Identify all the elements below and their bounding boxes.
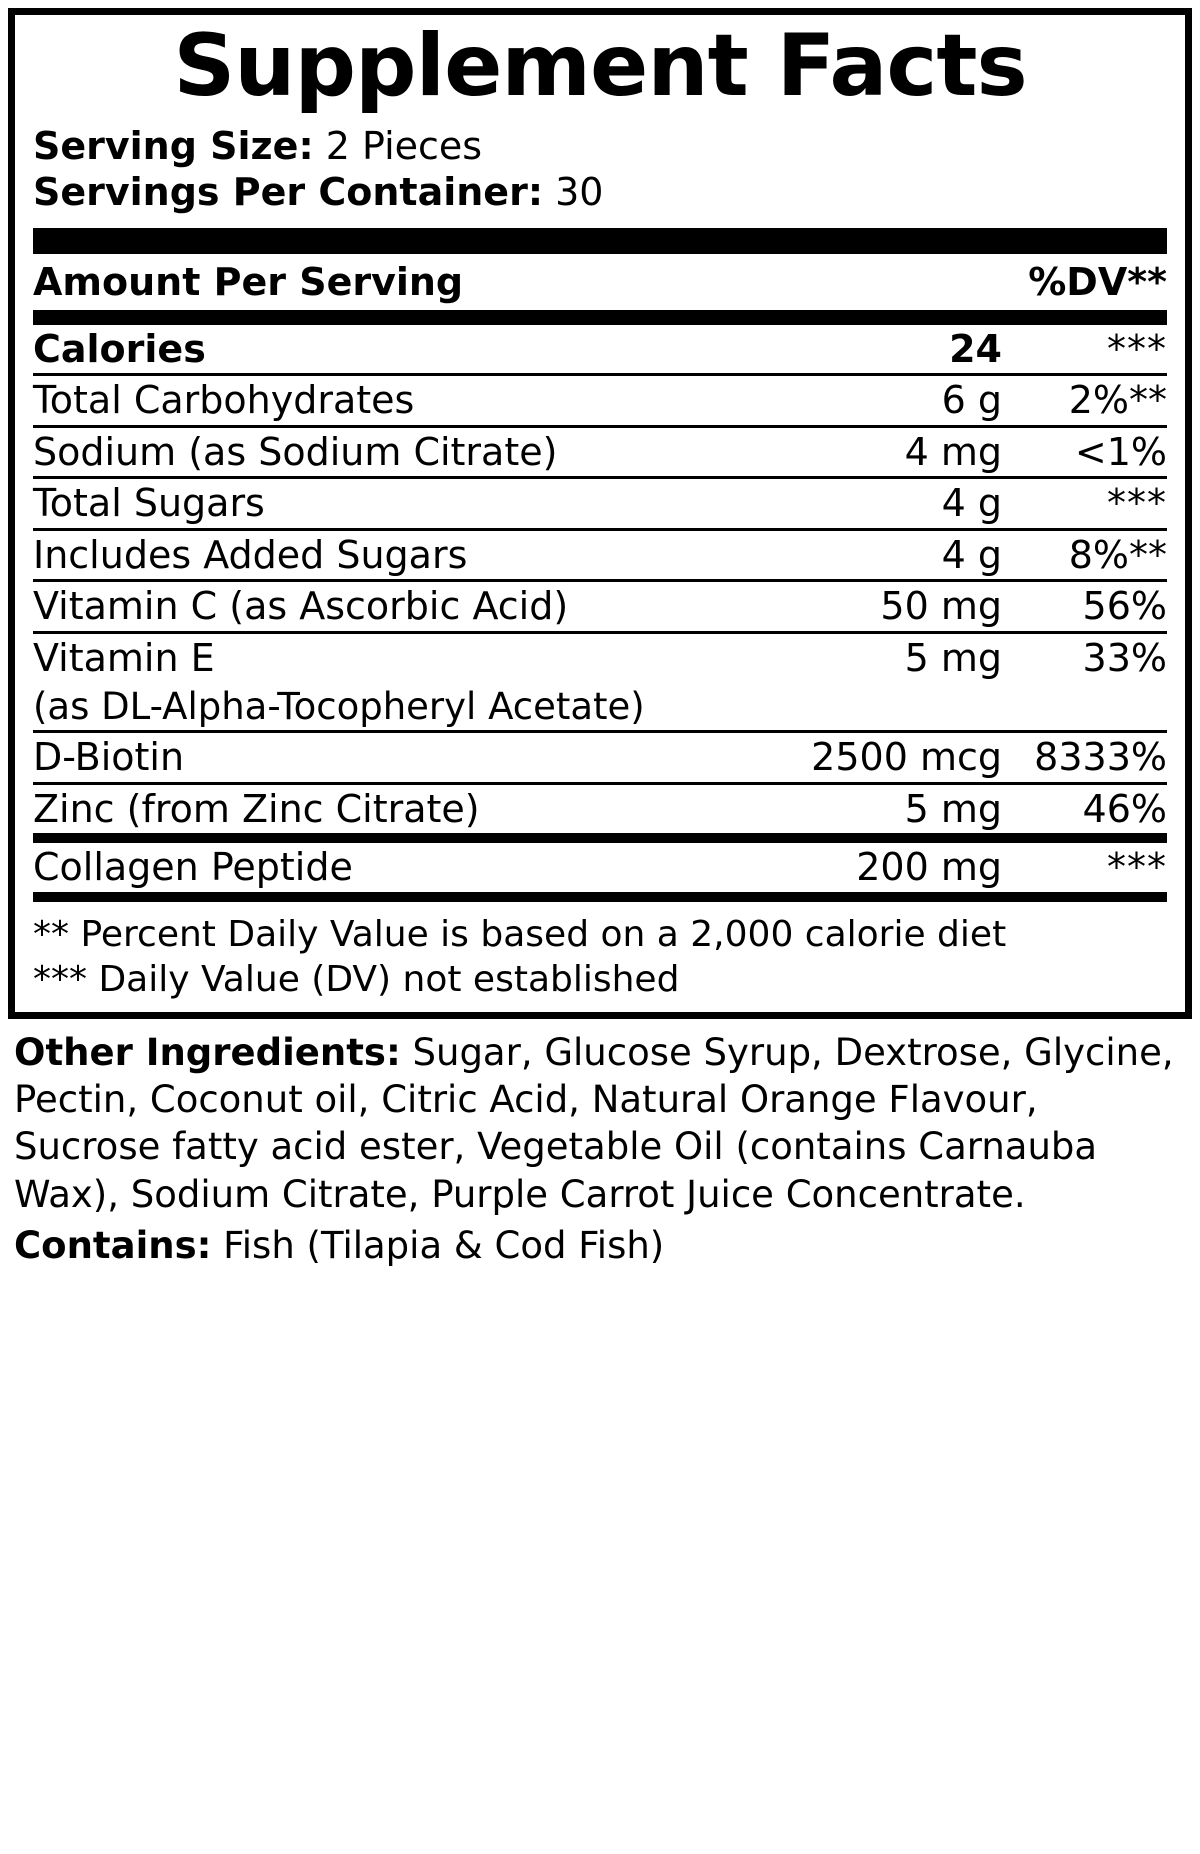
nutrient-amount: 2500 mcg	[747, 731, 1002, 783]
table-row	[33, 683, 1167, 732]
table-row	[33, 375, 1167, 427]
servings-per-container-value: 30	[555, 170, 604, 215]
footnote-daily-value: ** Percent Daily Value is based on a 2,000 calorie diet	[33, 913, 1007, 955]
nutrient-dv: <1%	[1002, 426, 1167, 478]
nutrient-dv: 2%**	[1002, 375, 1167, 427]
serving-size-label: Serving Size:	[33, 124, 314, 168]
nutrient-amount: 200 mg	[747, 838, 1002, 897]
nutrient-amount: 4 g	[747, 478, 1002, 530]
other-ingredients-label: Other Ingredients:	[14, 1030, 401, 1074]
servings-per-container-line	[33, 169, 1167, 215]
nutrient-name: Total Sugars	[33, 478, 747, 530]
nutrient-amount: 50 mg	[747, 581, 1002, 633]
contains-text: Fish (Tilapia & Cod Fish)	[211, 1224, 665, 1268]
table-row	[33, 325, 1167, 375]
nutrient-name: Vitamin C (as Ascorbic Acid)	[33, 581, 747, 633]
servings-per-container-label: Servings Per Container:	[33, 170, 544, 215]
nutrient-dv: ***	[1002, 838, 1167, 897]
table-row	[33, 633, 1167, 683]
contains-statement	[0, 1218, 1200, 1269]
nutrient-name: Zinc (from Zinc Citrate)	[33, 783, 747, 838]
footnotes	[33, 912, 1167, 1002]
amount-per-serving-header	[33, 254, 1167, 310]
nutrient-name: Total Carbohydrates	[33, 375, 747, 427]
divider-thick-top	[33, 228, 1167, 254]
nutrient-amount: 5 mg	[904, 636, 1002, 680]
other-ingredients-text: Sugar, Glucose Syrup, Dextrose, Glycine, Pectin, Coconut oil, Citric Acid, Natural Orange Flavour, Sucrose fatty acid ester, Vegetable Oil (contains Carnauba Wax), Sodium Citrate, Purple Carrot Juice Concentrate.	[14, 1030, 1174, 1216]
nutrient-subname: (as DL-Alpha-Tocopheryl Acetate)	[33, 683, 1167, 732]
nutrient-name: Sodium (as Sodium Citrate)	[33, 426, 747, 478]
nutrient-amount: 5 mg	[747, 783, 1002, 838]
contains-label: Contains:	[14, 1224, 212, 1268]
table-row	[33, 478, 1167, 530]
nutrient-table	[33, 325, 1167, 902]
table-row	[33, 783, 1167, 838]
table-row	[33, 838, 1167, 897]
table-row	[33, 529, 1167, 581]
daily-value-header: %DV**	[1028, 259, 1167, 304]
nutrient-dv: ***	[1002, 325, 1167, 375]
table-row	[33, 731, 1167, 783]
serving-size-value: 2 Pieces	[325, 124, 483, 168]
nutrient-name: Calories	[33, 325, 747, 375]
nutrient-dv: 33%	[1082, 636, 1167, 680]
supplement-facts-label	[0, 8, 1200, 1269]
amount-per-serving-label: Amount Per Serving	[33, 259, 464, 304]
table-row	[33, 426, 1167, 478]
nutrient-name: Collagen Peptide	[33, 838, 747, 897]
nutrient-amount: 4 mg	[747, 426, 1002, 478]
nutrient-dv: 56%	[1002, 581, 1167, 633]
nutrient-amount: 4 g	[747, 529, 1002, 581]
serving-size-line	[33, 123, 1167, 169]
facts-panel	[8, 8, 1192, 1019]
nutrient-amount: 24	[747, 325, 1002, 375]
divider-thick-header	[33, 310, 1167, 325]
nutrient-dv: 8%**	[1002, 529, 1167, 581]
nutrient-amount: 6 g	[747, 375, 1002, 427]
other-ingredients	[0, 1019, 1200, 1218]
nutrient-dv: 8333%	[1002, 731, 1167, 783]
nutrient-name: Includes Added Sugars	[33, 529, 747, 581]
nutrient-dv: 46%	[1002, 783, 1167, 838]
nutrient-name: D-Biotin	[33, 731, 747, 783]
nutrient-dv: ***	[1002, 478, 1167, 530]
footnote-dv-not-established: *** Daily Value (DV) not established	[33, 958, 680, 1000]
page-title: Supplement Facts	[173, 16, 1027, 116]
nutrient-name: Vitamin E	[33, 636, 215, 680]
table-row	[33, 581, 1167, 633]
